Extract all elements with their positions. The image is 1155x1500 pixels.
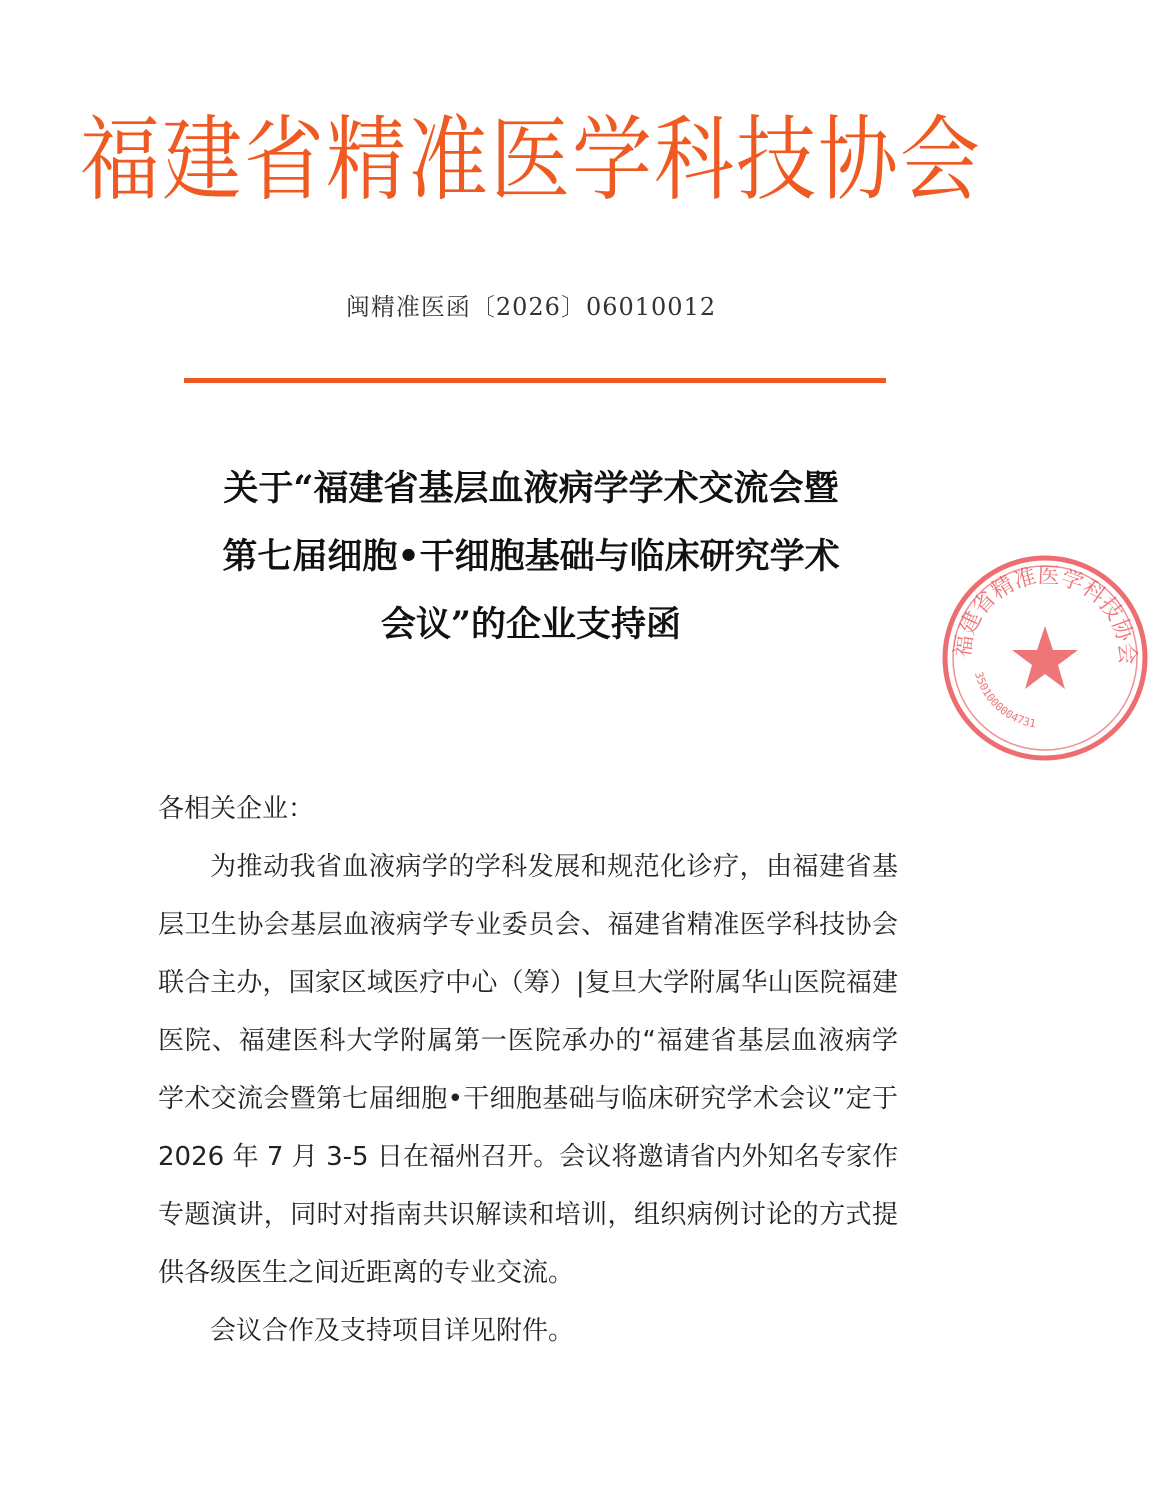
title-line-2: 第七届细胞•干细胞基础与临床研究学术 [222,536,840,577]
title-line-3: 会议”的企业支持函 [380,604,682,645]
star-icon [1012,626,1078,689]
letterhead-organization: 福建省精准医学科技协会 [80,106,982,214]
title-line-1: 关于“福建省基层血液病学学术交流会暨 [223,468,839,509]
letterhead-divider [184,378,886,383]
document-number: 闽精准医函〔2026〕06010012 [345,293,717,321]
body-paragraph-2: 会议合作及支持项目详见附件。 [210,1316,575,1346]
official-seal [935,548,1155,768]
seal-code: 3501000004731 [972,670,1037,731]
salutation: 各相关企业： [158,794,315,824]
letter-body [158,780,898,1360]
seal-text: 福建省精准医学科技协会 [950,563,1140,666]
body-paragraph-1: 为推动我省血液病学的学科发展和规范化诊疗，由福建省基层卫生协会基层血液病学专业委员会、福建省精准医学科技协会联合主办，国家区域医疗中心（筹）|复旦大学附属华山医院福建医院、福建医科大学附属第一医院承办的“福建省基层血液病学学术交流会暨第七届细胞•干细胞基础与临床研究学术会议”定于 2026 年 7 月 3-5 日在福州召开。会议将邀请省内外知名专家作专题演讲，同时对指南共识解读和培训，组织病例讨论的方式提供各级医生之间近距离的专业交流。 [158,852,898,1288]
svg-text:3501000004731 [972,670,1037,730]
document-title [150,455,912,659]
